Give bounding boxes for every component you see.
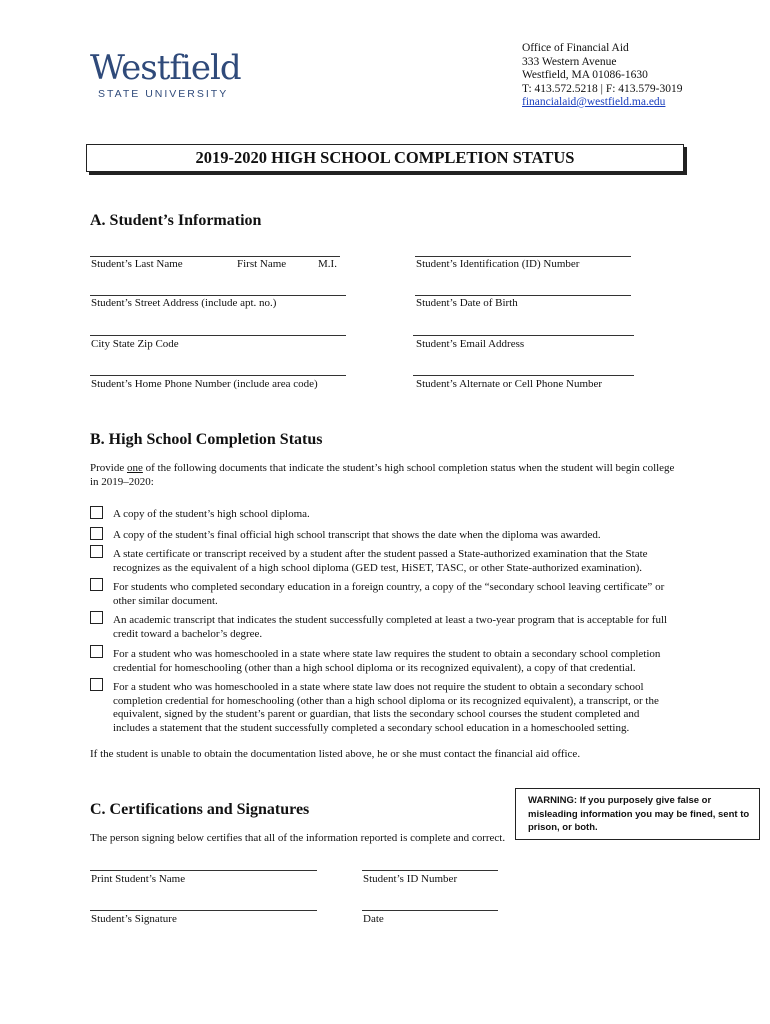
option-transcript: A copy of the student’s final official high school transcript that shows the date when the diploma was awarded. [113,529,601,541]
home-phone-field[interactable] [90,375,346,376]
section-c-heading: C. Certifications and Signatures [90,801,310,818]
street-address-label: Student’s Street Address (include apt. no.) [91,297,277,309]
date-of-birth-label: Student’s Date of Birth [416,297,518,309]
checkbox-diploma[interactable] [90,506,103,519]
city-state-zip-field[interactable] [90,335,346,336]
signature-field[interactable] [90,910,317,911]
intro-text-start: Provide [90,462,127,474]
signature-id-field[interactable] [362,870,498,871]
checkbox-foreign-certificate[interactable] [90,578,103,591]
option-foreign-certificate: For students who completed secondary education in a foreign country, a copy of the “secondary school leaving certificate” or other similar document. [113,581,665,607]
option-diploma: A copy of the student’s high school diploma. [113,508,310,520]
email-label: Student’s Email Address [416,338,525,350]
warning-text: WARNING: If you purposely give false or misleading information you may be fined, sent to prison, or both. [528,795,750,833]
section-a-heading: A. Student’s Information [90,212,262,229]
option-state-certificate: A state certificate or transcript received by a student after the student passed a State-authorized examination that the State recognizes as the equivalent of a high school diploma (GED test, HiSET, TASC, or other State-authorized examination). [113,548,648,574]
section-b-heading: B. High School Completion Status [90,431,323,448]
form-title-box [86,144,684,172]
street-address-field[interactable] [90,295,346,296]
print-name-label: Print Student’s Name [91,873,186,885]
form-title: 2019-2020 HIGH SCHOOL COMPLETION STATUS [195,148,575,167]
office-name: Office of Financial Aid [522,42,629,54]
option-homeschool-transcript: For a student who was homeschooled in a state where state law does not require the student to obtain a secondary school completion credential for homeschooling (other than a high school diploma or its recognized equivalent), a transcript, or the equivalent, signed by the student’s parent or guardian, that lists the secondary school courses the student completed and includes a statement that the student successfully completed a secondary school education in a homeschooled setting. [113,681,659,734]
office-email-link[interactable]: financialaid@westfield.ma.edu [522,96,666,108]
warning-box [515,788,760,840]
first-name-label: First Name [237,258,287,270]
email-field[interactable] [413,335,634,336]
section-b-intro [90,462,675,489]
date-field[interactable] [362,910,498,911]
section-b-note: If the student is unable to obtain the documentation listed above, he or she must contact the financial aid office. [90,748,581,760]
city-state-zip-label: City State Zip Code [91,338,179,350]
alternate-phone-field[interactable] [413,375,634,376]
office-phone-fax: T: 413.572.5218 | F: 413.579-3019 [522,82,683,95]
checkbox-homeschool-transcript[interactable] [90,678,103,691]
intro-text-end: of the following documents that indicate the student’s high school completion status when the student will begin college in 2019–2020: [90,462,675,488]
student-id-label: Student’s Identification (ID) Number [416,258,580,270]
office-address-block [522,42,683,110]
westfield-logo: Westfield [90,48,241,88]
option-homeschool-credential: For a student who was homeschooled in a state where state law requires the student to obtain a secondary school completion credential for homeschooling (other than a high school diploma or its recognized equivalent), a copy of that credential. [113,648,661,674]
checkbox-academic-transcript[interactable] [90,611,103,624]
logo-subtitle: STATE UNIVERSITY [98,88,229,100]
checkbox-homeschool-credential[interactable] [90,645,103,658]
intro-emphasis-one: one [126,462,143,474]
checkbox-transcript[interactable] [90,527,103,540]
option-academic-transcript: An academic transcript that indicates the student successfully completed at least a two-year program that is acceptable for full credit toward a bachelor’s degree. [113,614,668,640]
office-city: Westfield, MA 01086-1630 [522,69,648,81]
date-label: Date [363,913,384,925]
last-name-field[interactable] [90,256,340,257]
mi-label: M.I. [318,258,337,270]
print-name-field[interactable] [90,870,317,871]
date-of-birth-field[interactable] [415,295,631,296]
last-name-label: Student’s Last Name [91,258,183,270]
alternate-phone-label: Student’s Alternate or Cell Phone Number [416,378,603,390]
checkbox-state-certificate[interactable] [90,545,103,558]
student-id-field[interactable] [415,256,631,257]
office-street: 333 Western Avenue [522,55,617,68]
certification-statement: The person signing below certifies that all of the information reported is complete and correct. [90,832,506,844]
home-phone-label: Student’s Home Phone Number (include area code) [91,378,318,390]
signature-id-label: Student’s ID Number [363,873,458,885]
signature-label: Student’s Signature [91,913,177,925]
